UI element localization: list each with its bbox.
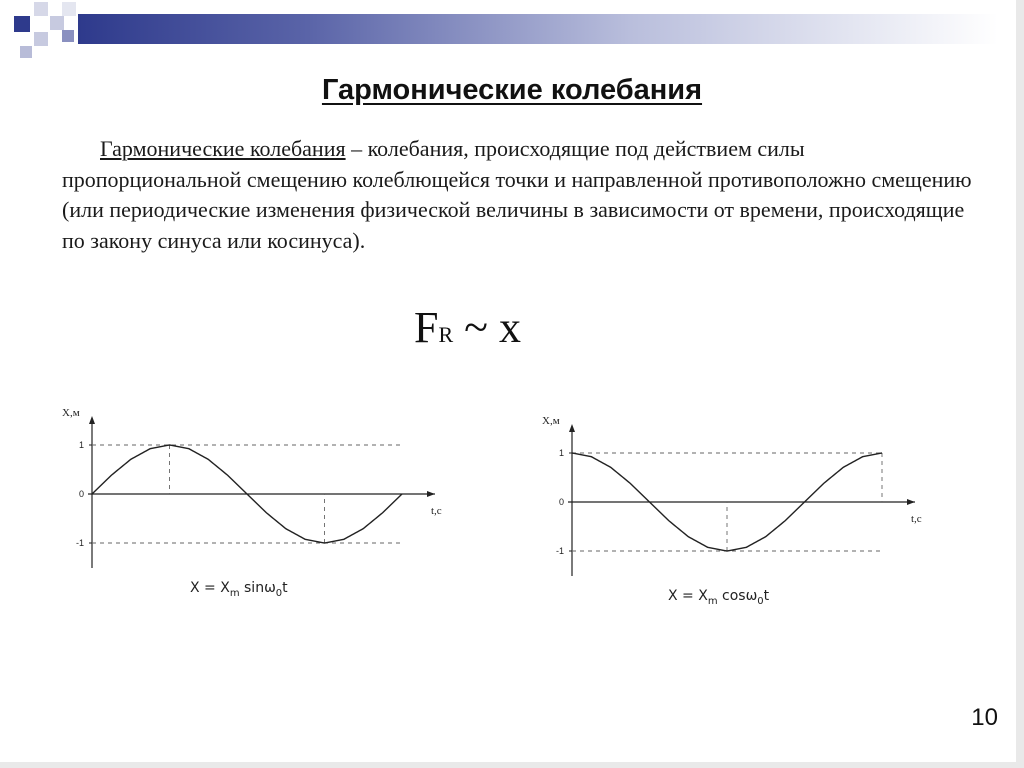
y-tick-label: 0 — [558, 497, 564, 507]
definition-text: – колебания, происходящие под действием силы пропорциональной смещению колеблющейся точки и направленной противоположно смещению (или периодические изменения физической величины в зависимости от времени, происходящие по закону синуса или косинуса). — [62, 136, 972, 253]
y-tick-label: -1 — [75, 538, 84, 548]
definition-paragraph — [62, 134, 972, 256]
page-number: 10 — [971, 704, 998, 731]
x-axis-arrow — [907, 499, 915, 505]
y-tick-label: 1 — [78, 440, 84, 450]
y-tick-label: -1 — [555, 546, 564, 556]
y-tick-label: 1 — [558, 448, 564, 458]
x-axis-arrow — [427, 491, 435, 497]
decor-square — [50, 16, 64, 30]
y-axis-arrow — [89, 416, 95, 424]
y-axis-label: X,м — [542, 415, 560, 427]
decor-square — [34, 32, 48, 46]
sine-plot — [50, 400, 470, 580]
slide-title: Гармонические колебания — [321, 74, 703, 106]
decor-square — [14, 16, 30, 32]
definition-term: Гармонические колебания — [100, 136, 346, 161]
header-bar — [78, 14, 998, 44]
decor-square — [62, 2, 76, 16]
cosine-plot — [530, 406, 950, 588]
edge-shadow — [0, 762, 1024, 768]
decor-square — [62, 30, 74, 42]
decor-square — [20, 46, 32, 58]
x-axis-label: t,c — [431, 505, 442, 517]
x-axis-label: t,c — [911, 513, 922, 525]
y-tick-label: 0 — [78, 489, 84, 499]
edge-shadow — [1016, 0, 1024, 768]
y-axis-arrow — [569, 424, 575, 432]
sine-equation: $X = X_m$ sinω$_0$t — [190, 580, 288, 599]
y-axis-label: X,м — [62, 407, 80, 419]
formula: FR ~ x — [414, 303, 521, 352]
decor-square — [34, 2, 48, 16]
cosine-equation: $X = X_m$ cosω$_0$t — [668, 588, 770, 607]
